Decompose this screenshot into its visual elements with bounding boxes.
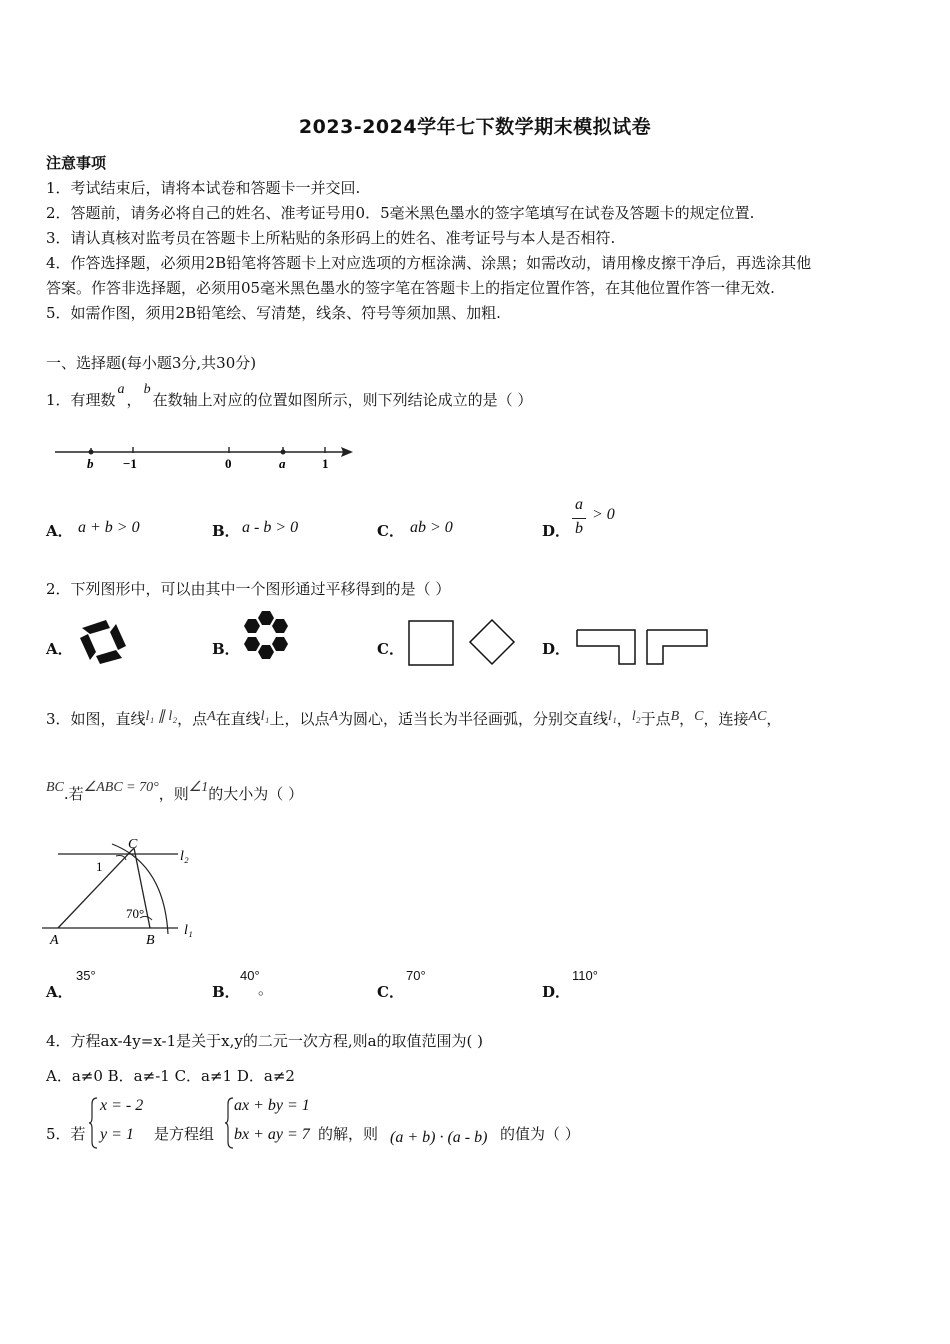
question-3-line-2: BC.若∠ABC = 70°，则∠1的大小为（ ） <box>46 780 304 803</box>
figure-label-l2: l₂ <box>180 849 189 864</box>
option-label: D． <box>542 522 571 540</box>
square-diamond-figure <box>406 618 516 668</box>
figure-label-angle-1: 1 <box>96 859 103 874</box>
brace-1-icon <box>88 1096 98 1150</box>
page-title: 2023-2024学年七下数学期末模拟试卷 <box>298 116 652 138</box>
option-label: A． <box>46 522 73 540</box>
system-1-eq-2: y = 1 <box>100 1126 134 1143</box>
option-label: A． <box>46 983 73 1001</box>
figure-label-l1: l₁ <box>184 923 193 938</box>
option-value: a - b > 0 <box>242 519 299 536</box>
option-label: B． <box>212 640 240 658</box>
notice-item: 1．考试结束后，请将本试卷和答题卡一并交回. <box>46 179 361 197</box>
figure-label-70: 70° <box>126 906 145 921</box>
question-5-mid: 是方程组 <box>154 1125 215 1143</box>
option-value: 110° <box>572 968 598 983</box>
numberline-label: a <box>279 456 286 471</box>
question-5-prefix: 5．若 <box>46 1125 86 1143</box>
figure-label-c: C <box>128 837 138 852</box>
notice-item: 5．如需作图，须用2B铅笔绘、写清楚，线条、符号等须加黑、加粗. <box>46 304 501 322</box>
numberline-label: 1 <box>322 456 329 471</box>
system-2-eq-2: bx + ay = 7 <box>234 1126 310 1143</box>
system-2-eq-1: ax + by = 1 <box>234 1097 310 1114</box>
option-value: 35° <box>76 968 96 983</box>
l-shapes-figure <box>575 628 715 670</box>
numberline-label: −1 <box>123 456 137 471</box>
question-1-text: 1．有理数a，b在数轴上对应的位置如图所示，则下列结论成立的是（ ） <box>46 382 533 409</box>
option-label: C． <box>377 640 404 658</box>
question-4-text: 4．方程ax-4y=x-1是关于x,y的二元一次方程,则a的取值范围为( ) <box>46 1032 484 1050</box>
question-3-line-1: 3．如图，直线l₁ ∥ l₂，点A在直线l₁上，以点A为圆心，适当长为半径画弧，分别交直线l₁，l₂于点B，C，连接AC， <box>46 709 782 728</box>
option-value: 40° <box>240 968 260 983</box>
question-5-expression: (a + b) · (a - b) <box>390 1129 488 1146</box>
numberline-label: 0 <box>225 456 232 471</box>
question-4-options: A．a≠0 B．a≠-1 C．a≠1 D．a≠2 <box>46 1067 295 1085</box>
option-value: ab > 0 <box>410 519 453 536</box>
numberline-label: b <box>87 456 94 471</box>
option-label: A． <box>46 640 73 658</box>
system-1-eq-1: x = - 2 <box>100 1097 144 1114</box>
option-label: D． <box>542 983 571 1001</box>
hexagon-flower-figure <box>238 608 298 668</box>
option-value: 70° <box>406 968 426 983</box>
option-label: D． <box>542 640 571 658</box>
option-label: C． <box>377 983 404 1001</box>
section-heading: 一、选择题(每小题3分,共30分) <box>46 354 257 372</box>
parallel-lines-figure <box>42 834 212 949</box>
number-line-figure <box>55 440 365 475</box>
option-value: a + b > 0 <box>78 519 140 536</box>
question-5-mid-2: 的解，则 <box>318 1125 379 1143</box>
option-tail: 。 <box>258 980 274 998</box>
notice-item: 4．作答选择题，必须用2B铅笔将答题卡上对应选项的方框涂满、涂黑；如需改动，请用橡皮擦干净后，再选涂其他 <box>46 254 812 272</box>
notice-item: 2．答题前，请务必将自己的姓名、准考证号用0．5毫米黑色墨水的签字笔填写在试卷及答题卡的规定位置. <box>46 204 755 222</box>
figure-label-b: B <box>146 933 155 948</box>
notice-item: 3．请认真核对监考员在答题卡上所粘贴的条形码上的姓名、准考证号与本人是否相符. <box>46 229 616 247</box>
notice-heading: 注意事项 <box>46 154 107 172</box>
question-5-suffix: 的值为（ ） <box>500 1125 580 1143</box>
brace-2-icon <box>224 1096 234 1150</box>
option-label: B． <box>212 522 240 540</box>
notice-item: 答案。作答非选择题，必须用05毫米黑色墨水的签字笔在答题卡上的指定位置作答，在其他位置作答一律无效. <box>46 279 775 297</box>
pinwheel-shape-figure <box>76 616 132 668</box>
option-label: B． <box>212 983 240 1001</box>
figure-label-a: A <box>50 933 59 948</box>
question-2-text: 2．下列图形中，可以由其中一个图形通过平移得到的是（ ） <box>46 580 451 598</box>
option-label: C． <box>377 522 404 540</box>
